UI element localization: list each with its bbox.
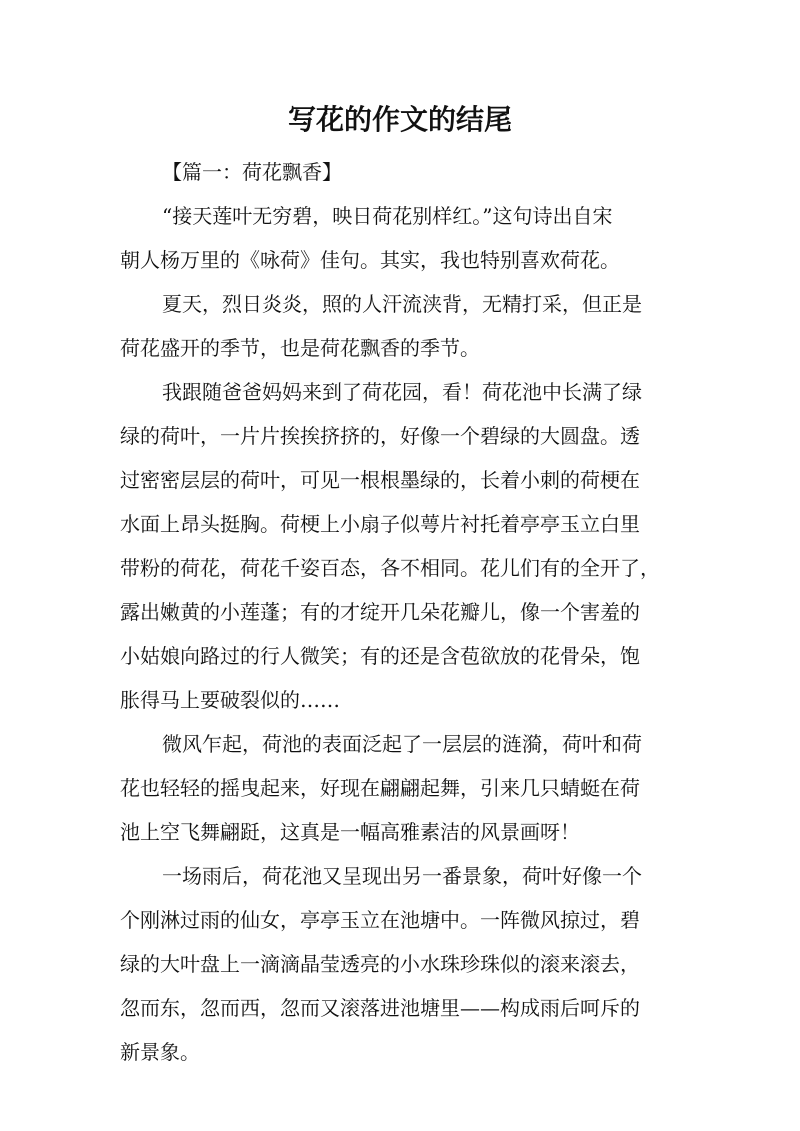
paragraph-3-line-5: 带粉的荷花，荷花千姿百态，各不相同。花儿们有的全开了， [120,556,660,580]
paragraph-3-line-2: 绿的荷叶，一片片挨挨挤挤的，好像一个碧绿的大圆盘。透 [120,424,640,448]
paragraph-3-line-3: 过密密层层的荷叶，可见一根根墨绿的，长着小刺的荷梗在 [120,468,640,492]
document-body [120,150,684,1074]
paragraph-3-line-1: 我跟随爸爸妈妈来到了荷花园，看！荷花池中长满了绿 [162,380,642,404]
paragraph-3-line-6: 露出嫩黄的小莲蓬；有的才绽开几朵花瓣儿，像一个害羞的 [120,600,640,624]
paragraph-3-line-7: 小姑娘向路过的行人微笑；有的还是含苞欲放的花骨朵，饱 [120,644,640,668]
paragraph-5-line-2: 个刚淋过雨的仙女，亭亭玉立在池塘中。一阵微风掠过，碧 [120,908,640,932]
paragraph-5-line-5: 新景象。 [120,1040,200,1064]
paragraph-3-line-4: 水面上昂头挺胸。荷梗上小扇子似萼片衬托着亭亭玉立白里 [120,512,640,536]
paragraph-4-line-3: 池上空飞舞翩跹，这真是一幅高雅素洁的风景画呀！ [120,820,580,844]
paragraph-4-line-2: 花也轻轻的摇曳起来，好现在翩翩起舞，引来几只蜻蜓在荷 [120,776,640,800]
paragraph-4-line-1: 微风乍起，荷池的表面泛起了一层层的涟漪，荷叶和荷 [162,732,642,756]
paragraph-5-line-3: 绿的大叶盘上一滴滴晶莹透亮的小水珠珍珠似的滚来滚去， [120,952,640,976]
paragraph-1-line-1: “接天莲叶无穷碧，映日荷花别样红。”这句诗出自宋 [162,204,613,228]
paragraph-1-line-2: 朝人杨万里的《咏荷》佳句。其实，我也特别喜欢荷花。 [120,248,620,272]
paragraph-3-line-8: 胀得马上要破裂似的…… [120,688,340,712]
paragraph-5-line-1: 一场雨后，荷花池又呈现出另一番景象，荷叶好像一个 [162,864,642,888]
paragraph-5-line-4: 忽而东，忽而西，忽而又滚落进池塘里——构成雨后呵斥的 [120,996,640,1020]
paragraph-2-line-2: 荷花盛开的季节，也是荷花飘香的季节。 [120,336,480,360]
paragraph-2-line-1: 夏天，烈日炎炎，照的人汗流浃背，无精打采，但正是 [162,292,642,316]
document-title: 写花的作文的结尾 [287,103,512,136]
section-heading: 【篇一：荷花飘香】 [162,160,342,184]
